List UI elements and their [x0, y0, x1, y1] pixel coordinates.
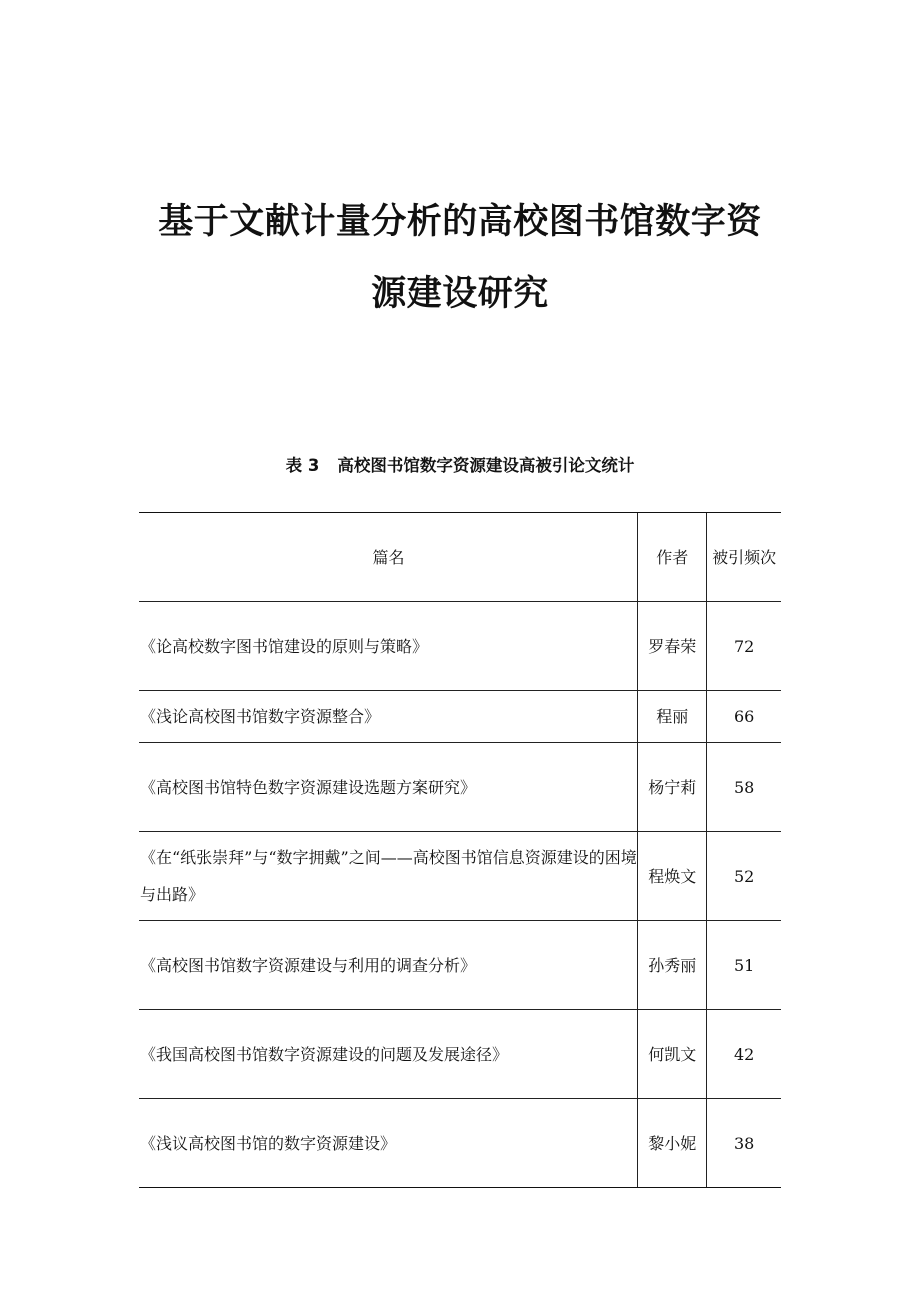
cell-citations: 58 — [707, 743, 781, 832]
cell-title: 《浅议高校图书馆的数字资源建设》 — [139, 1099, 638, 1188]
cell-title: 《高校图书馆特色数字资源建设选题方案研究》 — [139, 743, 638, 832]
header-title: 篇名 — [139, 513, 638, 602]
cell-author: 杨宁莉 — [638, 743, 707, 832]
header-citations: 被引频次 — [707, 513, 781, 602]
cell-title: 《浅论高校图书馆数字资源整合》 — [139, 691, 638, 743]
cell-citations: 42 — [707, 1010, 781, 1099]
cell-citations: 66 — [707, 691, 781, 743]
paper-title-line-1: 基于文献计量分析的高校图书馆数字资 — [158, 202, 762, 242]
paper-title-line-2: 源建设研究 — [371, 274, 549, 314]
cell-title: 《高校图书馆数字资源建设与利用的调查分析》 — [139, 921, 638, 1010]
table-caption — [0, 452, 920, 476]
cell-author: 何凯文 — [638, 1010, 707, 1099]
cell-citations: 52 — [707, 832, 781, 921]
table-row — [139, 1010, 781, 1099]
cell-title: 《在“纸张崇拜”与“数字拥戴”之间——高校图书馆信息资源建设的困境与出路》 — [139, 832, 638, 921]
cell-author: 程丽 — [638, 691, 707, 743]
cell-citations: 72 — [707, 602, 781, 691]
table-row — [139, 602, 781, 691]
table-header-row — [139, 513, 781, 602]
table-caption-number: 表 3 — [285, 456, 320, 475]
cell-title: 《我国高校图书馆数字资源建设的问题及发展途径》 — [139, 1010, 638, 1099]
cell-citations: 38 — [707, 1099, 781, 1188]
cell-author: 孙秀丽 — [638, 921, 707, 1010]
table-row — [139, 832, 781, 921]
table-caption-text: 高校图书馆数字资源建设高被引论文统计 — [337, 456, 635, 475]
table-row — [139, 921, 781, 1010]
cell-author: 黎小妮 — [638, 1099, 707, 1188]
cell-citations: 51 — [707, 921, 781, 1010]
cell-author: 罗春荣 — [638, 602, 707, 691]
citation-table — [139, 512, 781, 1188]
header-author: 作者 — [638, 513, 707, 602]
table-row — [139, 1099, 781, 1188]
cell-title: 《论高校数字图书馆建设的原则与策略》 — [139, 602, 638, 691]
cell-author: 程焕文 — [638, 832, 707, 921]
table-row — [139, 691, 781, 743]
table-row — [139, 743, 781, 832]
